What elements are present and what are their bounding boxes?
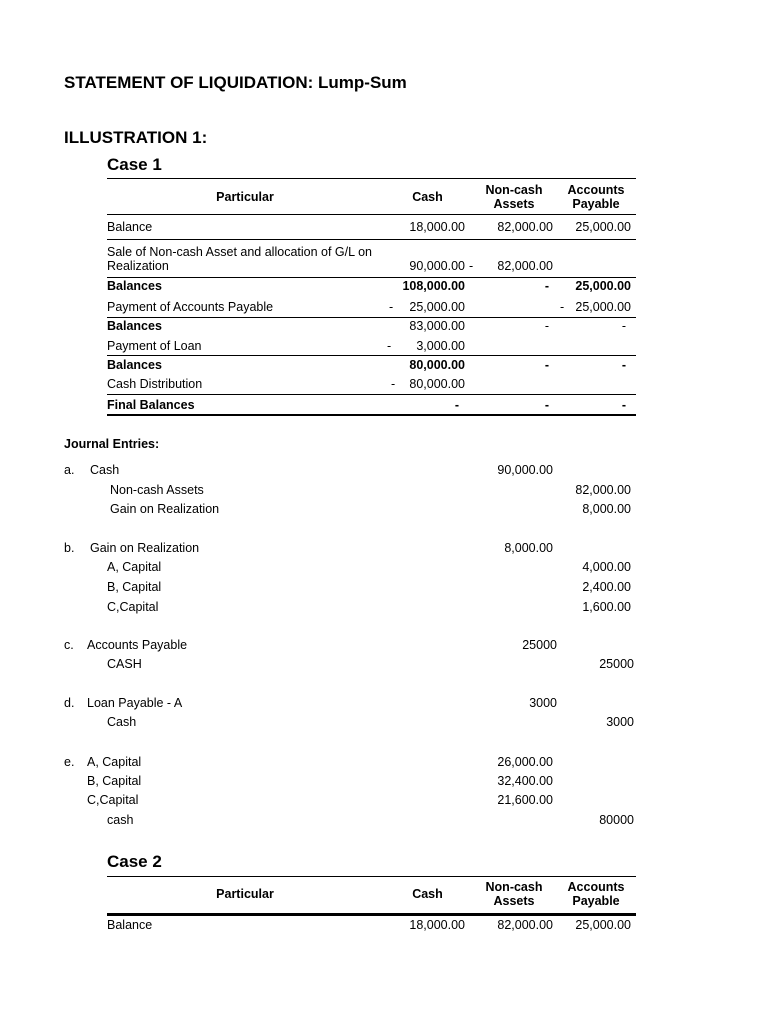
header-noncash-assets: Non-cash Assets [485, 880, 543, 908]
header-accounts-payable: Accounts Payable [567, 183, 625, 211]
table-bottom-rule [107, 414, 636, 416]
table-top-rule [107, 876, 636, 877]
header-bottom-rule [107, 913, 636, 916]
case2-heading: Case 2 [107, 852, 162, 871]
header-particular: Particular [216, 190, 274, 204]
header-cash: Cash [412, 887, 443, 901]
page-title: STATEMENT OF LIQUIDATION: Lump-Sum [64, 73, 407, 92]
header-cash: Cash [412, 190, 443, 204]
illustration-heading: ILLUSTRATION 1: [64, 128, 208, 147]
header-accounts-payable: Accounts Payable [567, 880, 625, 908]
header-particular: Particular [216, 887, 274, 901]
table-top-rule [107, 178, 636, 179]
header-noncash-assets: Non-cash Assets [485, 183, 543, 211]
journal-heading: Journal Entries: [64, 437, 160, 451]
case1-heading: Case 1 [107, 155, 162, 174]
header-bottom-rule [107, 214, 636, 215]
